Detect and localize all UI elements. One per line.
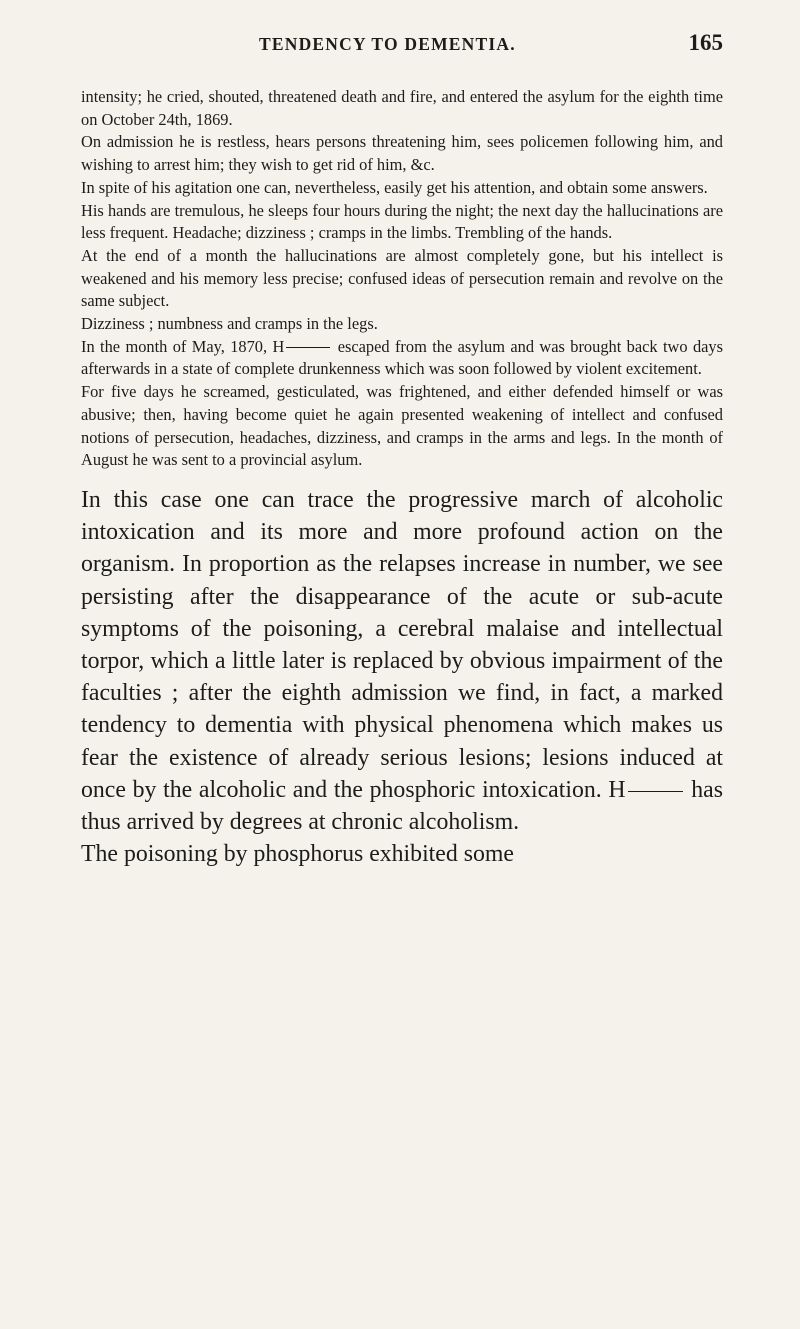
name-dash xyxy=(286,347,330,348)
paragraph: His hands are tremulous, he sleeps four hours during the night; the next day the hallucinations are less frequent. Headache; dizziness ; cramps in the limbs. Trembling of the hands. xyxy=(81,200,723,243)
running-title: TENDENCY TO DEMENTIA. xyxy=(259,34,516,54)
paragraph: For five days he screamed, gesticulated, was frightened, and either defended himself or was abusive; then, having become quiet he again presented weakening of intellect and confused notions of persecution, headaches, dizziness, and cramps in the arms and legs. In the month of August he was sent to a provincial asylum. xyxy=(81,382,723,470)
commentary xyxy=(81,484,723,870)
name-dash xyxy=(628,791,683,792)
paragraph xyxy=(81,484,723,838)
text-before-dash: In the month of May, 1870, H xyxy=(81,336,285,356)
case-notes xyxy=(81,86,723,472)
paragraph xyxy=(81,336,723,381)
book-page xyxy=(81,28,723,870)
paragraph: intensity; he cried, shouted, threatened death and fire, and entered the asylum for the eighth time on October 24th, 1869. xyxy=(81,87,723,129)
paragraph: Dizziness ; numbness and cramps in the legs. xyxy=(81,314,378,334)
paragraph: At the end of a month the hallucinations are almost completely gone, but his intellect is weakened and his memory less precise; confused ideas of persecution remain and revolve on the same subject. xyxy=(81,245,723,311)
page-number: 165 xyxy=(688,30,723,55)
text-after-dash: escaped from the asylum and was brought back two days afterwards in a state of complete drunkenness which was soon followed by violent excitement. xyxy=(81,336,723,379)
page-header xyxy=(81,28,723,58)
paragraph: On admission he is restless, hears persons threatening him, sees policemen following him, and wishing to arrest him; they wish to get rid of him, &c. xyxy=(81,132,723,175)
text-before-dash: In this case one can trace the progressive march of alcoholic intoxication and its more and more profound action on the organism. In proportion as the relapses increase in number, we see persisting after the disappearance of the acute or sub-acute symptoms of the poisoning, a cerebral malaise and intellectual torpor, which a little later is replaced by obvious impairment of the faculties ; after the eighth admission we find, in fact, a marked tendency to dementia with physical phenomena which makes us fear the existence of already serious lesions; lesions induced at once by the alcoholic and the phosphoric intoxication. H xyxy=(81,486,723,803)
paragraph: The poisoning by phosphorus exhibited some xyxy=(81,841,514,868)
paragraph: In spite of his agitation one can, nevertheless, easily get his attention, and obtain some answers. xyxy=(81,177,708,197)
text-after-dash: has thus arrived by degrees at chronic alcoholism. xyxy=(81,776,723,835)
